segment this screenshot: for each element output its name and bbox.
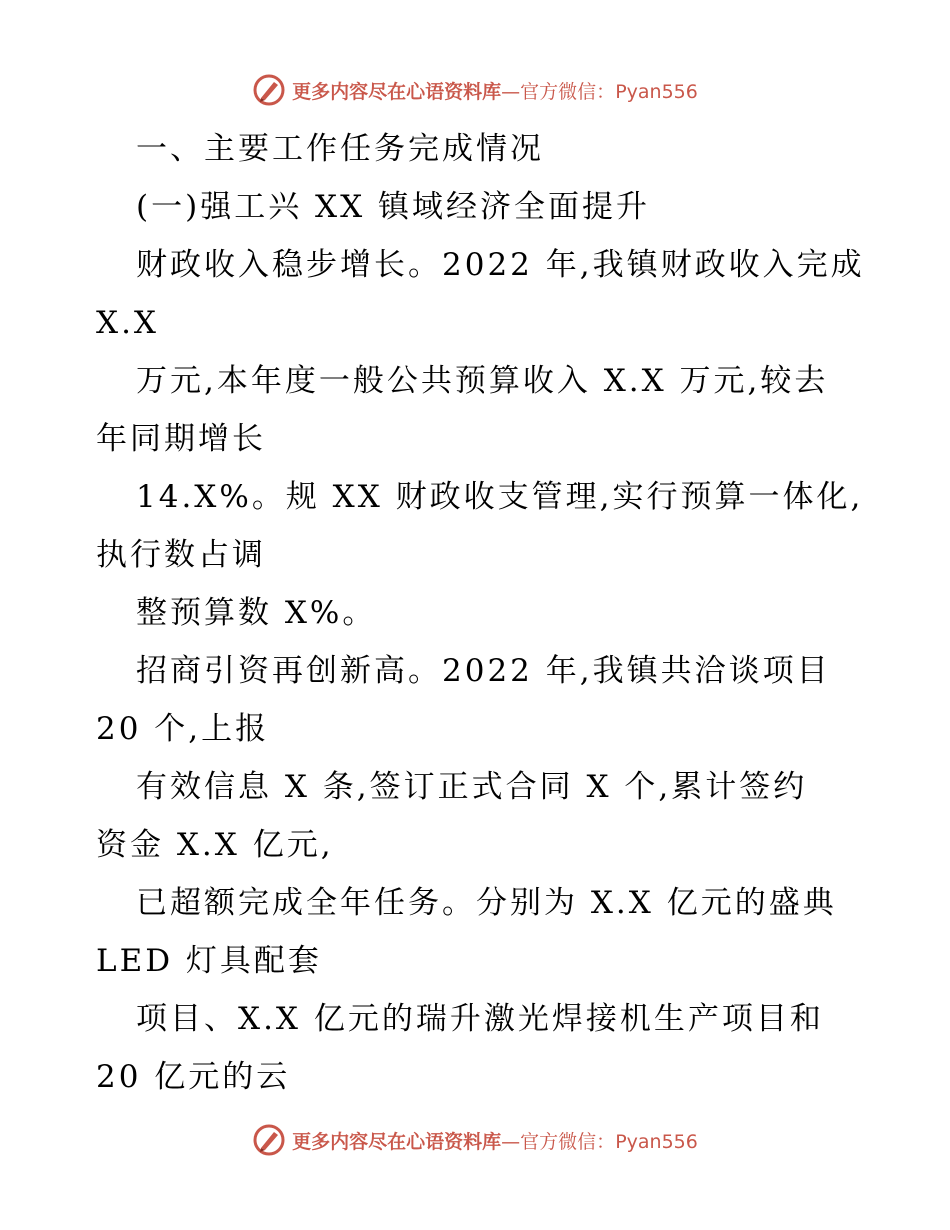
pen-logo-icon bbox=[252, 73, 286, 107]
watermark-wechat-id: Pyan556 bbox=[615, 80, 698, 103]
text-line: 资金 X.X 亿元, bbox=[96, 827, 334, 863]
subsection-heading: (一)强工兴 XX 镇域经济全面提升 bbox=[136, 189, 651, 225]
text-line: 项目、X.X 亿元的瑞升激光焊接机生产项目和 bbox=[136, 1001, 824, 1037]
text-line: X.X bbox=[96, 305, 159, 341]
watermark-footer bbox=[0, 1120, 950, 1160]
document-body bbox=[96, 120, 926, 1106]
text-line: 20 个,上报 bbox=[96, 711, 270, 747]
text-line: 整预算数 X%。 bbox=[136, 595, 377, 631]
pen-logo-icon bbox=[252, 1123, 286, 1157]
watermark-header bbox=[0, 70, 950, 110]
watermark-wechat-label: 官方微信： bbox=[520, 80, 616, 103]
watermark-wechat-id: Pyan556 bbox=[615, 1130, 698, 1153]
text-line: 已超额完成全年任务。分别为 X.X 亿元的盛典 bbox=[136, 885, 837, 921]
text-line: 14.X%。规 XX 财政收支管理,实行预算一体化, bbox=[136, 479, 864, 515]
watermark-separator: — bbox=[501, 1130, 521, 1153]
watermark-brand: 更多内容尽在心语资料库 bbox=[292, 80, 502, 103]
text-line: LED 灯具配套 bbox=[96, 943, 322, 979]
text-line: 20 亿元的云 bbox=[96, 1059, 291, 1095]
text-line: 万元,本年度一般公共预算收入 X.X 万元,较去 bbox=[136, 363, 829, 399]
watermark-brand: 更多内容尽在心语资料库 bbox=[292, 1130, 502, 1153]
text-line: 财政收入稳步增长。2022 年,我镇财政收入完成 bbox=[136, 247, 865, 283]
text-line: 有效信息 X 条,签订正式合同 X 个,累计签约 bbox=[136, 769, 808, 805]
watermark-wechat-label: 官方微信： bbox=[520, 1130, 616, 1153]
text-line: 年同期增长 bbox=[96, 421, 266, 457]
watermark-separator: — bbox=[501, 80, 521, 103]
text-line: 执行数占调 bbox=[96, 537, 266, 573]
text-line: 招商引资再创新高。2022 年,我镇共洽谈项目 bbox=[136, 653, 831, 689]
section-heading: 一、主要工作任务完成情况 bbox=[136, 131, 544, 167]
